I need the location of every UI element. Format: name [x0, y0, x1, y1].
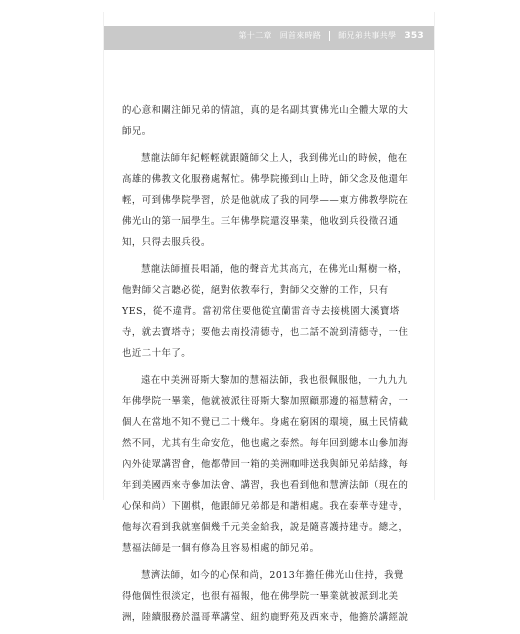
paragraph: 遠在中美洲哥斯大黎加的慧福法師，我也很佩服他，一九九九年佛學院一畢業，他就被派往哥斯大黎加照顧那邊的福慧精舍，一個人在當地不知不覺已二十幾年。身處在窮困的環境，風土民情截然不同，尤其有生命安危，他也處之泰然。每年回到總本山參加海內外徒眾講習會，他都帶回一箱的美洲咖啡送我與師兄弟結緣，每年到美國西來寺參加法會、講習，我也看到他和慧濟法師（現在的心保和尚）下圍棋，他跟師兄弟都是和諧相處。我在泰華寺建寺，他每次看到我就塞個幾千元美金給我，說是隨喜護持建寺。總之，慧福法師是一個有修為且容易相處的師兄弟。: [122, 375, 409, 554]
chapter-label: 第十二章: [238, 31, 272, 40]
book-page: [103, 12, 435, 623]
paragraph: 的心意和關注師兄弟的情誼，真的是名副其實佛光山全體大眾的大師兄。: [122, 105, 409, 137]
chapter-title: 回首來時路: [279, 31, 322, 40]
paragraph: 慧濟法師，如今的心保和尚，2013年擔任佛光山住持，我覺得他個性很淡定，也很有福報，他在佛學院一畢業就被派到北美洲，陸續服務於溫哥華講堂、紐約鹿野苑及西來寺，他擔於講經說: [122, 570, 409, 623]
paragraph: 慧龍法師擅長唱誦，他的聲音尤其高亢，在佛光山幫樹一格，他對師父言聽必從，絕對依教奉行，對師父交辦的工作，只有YES，從不違背。當初常住要他從宜蘭雷音寺去接桃園大溪寶塔寺，就去寶塔寺；要他去南投清德寺，也二話不說到清德寺，一住也近二十年了。: [122, 264, 409, 359]
running-header: [239, 30, 425, 41]
section-title: 師兄弟共事共學: [338, 31, 397, 40]
paragraph: 慧龍法師年紀輕輕就跟隨師父上人，我到佛光山的時候，他在高雄的佛教文化服務處幫忙。佛學院搬到山上時，師父念及他還年輕，可到佛學院學習，於是他就成了我的同學——東方佛教學院在佛光山的第一屆學生。三年佛學院還沒畢業，他收到兵役徵召通知，只得去服兵役。: [122, 153, 409, 248]
header-divider: [329, 31, 330, 41]
page-number: 353: [404, 30, 424, 41]
page-body: [122, 100, 412, 634]
